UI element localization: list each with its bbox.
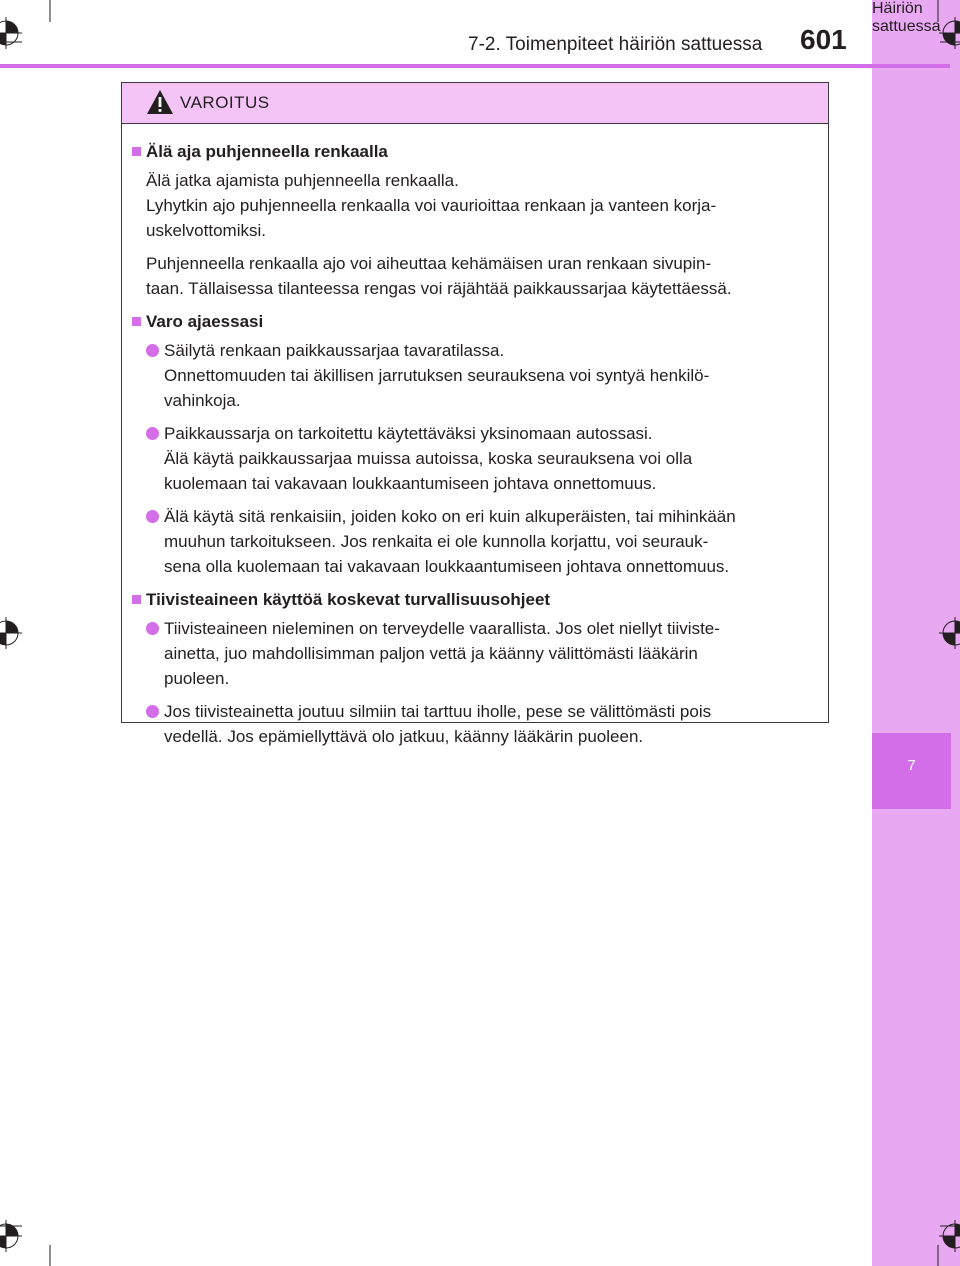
section-heading: Tiivisteaineen käyttöä koskevat turvallisuusohjeet — [146, 590, 551, 609]
bullet-line: Jos tiivisteainetta joutuu silmiin tai tarttuu iholle, pese se välittömästi pois — [164, 702, 712, 721]
warning-triangle-icon — [146, 89, 174, 115]
square-bullet-icon — [132, 317, 141, 326]
round-bullet-icon — [146, 622, 159, 635]
warning-section — [132, 587, 820, 612]
bullet-line: Älä käytä paikkaussarjaa muissa autoissa, koska seurauksena voi olla — [164, 449, 693, 468]
section-title: 7-2. Toimenpiteet häiriön sattuessa — [468, 34, 763, 55]
header-rule — [0, 64, 950, 68]
bullet-line: vedellä. Jos epämiellyttävä olo jatkuu, käänny lääkärin puoleen. — [164, 727, 644, 746]
registration-mark-icon — [0, 621, 18, 645]
bullet-line: Onnettomuuden tai äkillisen jarrutuksen seurauksena voi syntyä henkilö- — [164, 366, 710, 385]
paragraph-line: Lyhytkin ajo puhjenneella renkaalla voi vaurioittaa renkaan ja vanteen korja- — [146, 196, 717, 215]
section-heading: Älä aja puhjenneella renkaalla — [146, 142, 388, 161]
section-heading: Varo ajaessasi — [146, 312, 264, 331]
bullet-line: Säilytä renkaan paikkaussarjaa tavaratilassa. — [164, 341, 505, 360]
paragraph — [132, 168, 820, 243]
round-bullet-icon — [146, 344, 159, 357]
warning-label: VAROITUS — [180, 93, 270, 112]
bullet-item — [132, 338, 820, 413]
paragraph-line: uskelvottomiksi. — [146, 221, 266, 240]
bullet-line: puoleen. — [164, 669, 230, 688]
square-bullet-icon — [132, 147, 141, 156]
paragraph-line: taan. Tällaisessa tilanteessa rengas voi räjähtää paikkaussarjaa käytettäessä. — [146, 279, 732, 298]
bullet-line: kuolemaan tai vakavaan loukkaantumiseen johtava onnettomuus. — [164, 474, 657, 493]
bullet-item — [132, 616, 820, 691]
bullet-line: Älä käytä sitä renkaisiin, joiden koko on eri kuin alkuperäisten, tai mihinkään — [164, 507, 736, 526]
square-bullet-icon — [132, 595, 141, 604]
warning-section — [132, 309, 820, 334]
warning-body — [122, 124, 828, 749]
chapter-number: 7 — [907, 757, 916, 774]
chapter-label: Häiriön sattuessa — [872, 0, 941, 35]
warning-box — [121, 82, 829, 746]
page-number: 601 — [800, 24, 847, 55]
paragraph-line: Puhjenneella renkaalla ajo voi aiheuttaa kehämäisen uran renkaan sivupin- — [146, 254, 712, 273]
warning-section — [132, 139, 820, 164]
warning-header — [122, 83, 828, 124]
registration-mark-icon — [0, 21, 18, 45]
bullet-item — [132, 504, 820, 579]
round-bullet-icon — [146, 705, 159, 718]
bullet-line: ainetta, juo mahdollisimman paljon vettä ja käänny välittömästi lääkärin — [164, 644, 698, 663]
bullet-line: sena olla kuolemaan tai vakavaan loukkaantumiseen johtava onnettomuus. — [164, 557, 730, 576]
round-bullet-icon — [146, 510, 159, 523]
bullet-line: vahinkoja. — [164, 391, 241, 410]
bullet-item — [132, 699, 820, 749]
bullet-line: muuhun tarkoitukseen. Jos renkaita ei ole kunnolla korjattu, voi seurauk- — [164, 532, 709, 551]
paragraph — [132, 251, 820, 301]
paragraph-line: Älä jatka ajamista puhjenneella renkaalla. — [146, 171, 459, 190]
round-bullet-icon — [146, 427, 159, 440]
bullet-item — [132, 421, 820, 496]
registration-mark-icon — [0, 1224, 18, 1248]
bullet-line: Tiivisteaineen nieleminen on terveydelle vaarallista. Jos olet niellyt tiiviste- — [164, 619, 720, 638]
bullet-line: Paikkaussarja on tarkoitettu käytettäväksi yksinomaan autossasi. — [164, 424, 653, 443]
